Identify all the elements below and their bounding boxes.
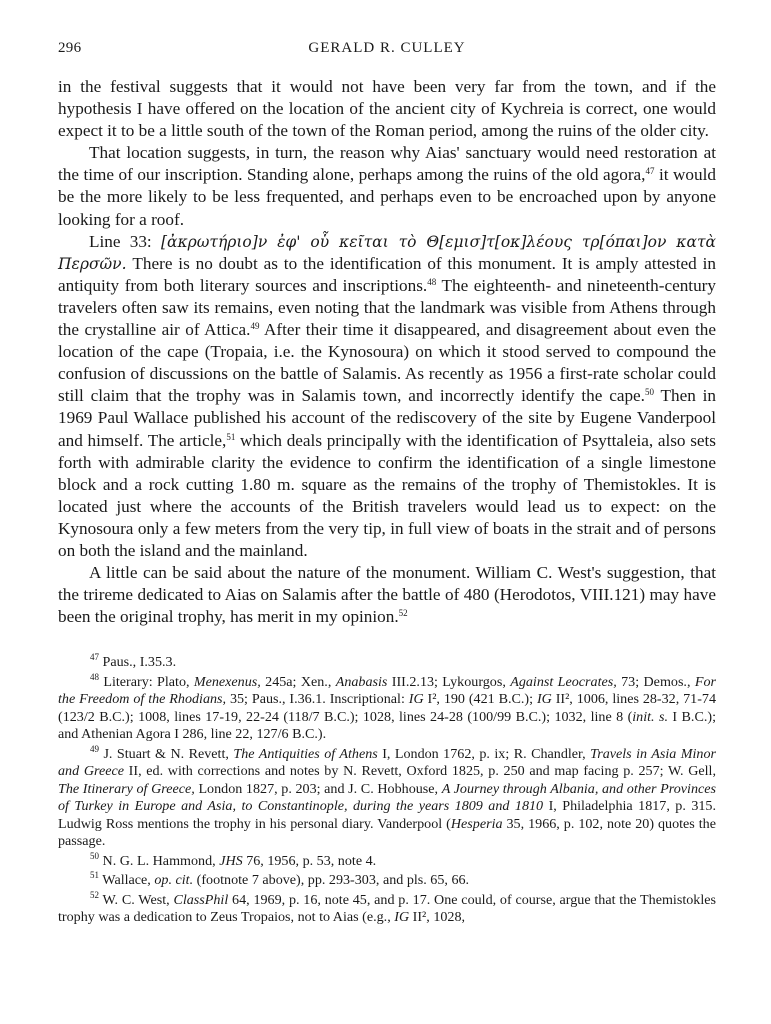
paragraph-4-text: A little can be said about the nature of the monument. William C. West's suggestion, that the trireme dedicated to Aias on Salamis after the battle of 480 (Herodotos, VIII.121) may have been the original trophy, has merit in my opinion. xyxy=(58,563,716,627)
footnote-text: W. C. West, xyxy=(99,891,174,908)
footnote-separator xyxy=(58,628,716,654)
footnote-title: IG xyxy=(536,691,552,708)
greek-inscription: [ἀκρωτήριο]ν ἐφ' οὗ κεῖται τὸ Θ[εμισ]τ[οκ]λέους τρ[όπαι]ον κατὰ Περσῶν. xyxy=(58,232,716,273)
footnote-ref-50[interactable]: 50 xyxy=(644,387,654,398)
footnote-text: I, London 1762, p. ix; R. Chandler, xyxy=(377,745,591,762)
footnote-52 xyxy=(58,889,716,927)
running-head: GERALD R. CULLEY xyxy=(308,40,466,56)
paragraph-3 xyxy=(58,231,716,562)
footnote-title: Travels in Asia Minor and Greece xyxy=(58,745,717,780)
footnote-ref-51[interactable]: 51 xyxy=(226,431,236,442)
body-text xyxy=(58,76,716,628)
footnote-number: 50 xyxy=(90,850,99,861)
footnote-title: ClassPhil xyxy=(173,891,229,908)
footnote-number: 48 xyxy=(90,671,99,682)
footnote-title: Menexenus, xyxy=(193,673,261,690)
footnote-title: A Journey through Albania, and other Provinces of Turkey in Europe and Asia, to Constantinople, during the years 1809 and 1810 xyxy=(58,780,716,815)
footnote-ref-47[interactable]: 47 xyxy=(645,166,655,177)
footnotes xyxy=(58,654,716,927)
footnote-ref-52[interactable]: 52 xyxy=(398,608,408,619)
footnote-51 xyxy=(58,872,716,890)
footnote-text: III.2.13; Lykourgos, xyxy=(387,673,511,690)
footnote-number: 49 xyxy=(90,743,99,754)
footnote-title: op. cit. xyxy=(154,872,194,889)
footnote-text: 35, 1966, p. 102, note 20) quotes the passage. xyxy=(58,815,716,850)
footnote-47 xyxy=(58,654,716,672)
footnote-title: IG xyxy=(408,691,424,708)
footnote-ref-49[interactable]: 49 xyxy=(250,321,260,332)
footnote-49 xyxy=(58,743,717,851)
footnote-number: 52 xyxy=(90,889,99,900)
footnote-text: 35; Paus., I.36.1. Inscriptional: xyxy=(226,691,409,708)
footnote-50 xyxy=(58,850,716,871)
footnote-text: I B.C.); and Athenian Agora I 286, line 22, 127/6 B.C.). xyxy=(58,708,716,743)
footnote-text: I², 190 (421 B.C.); xyxy=(423,691,537,708)
footnote-48 xyxy=(58,671,716,744)
footnote-title: For the Freedom of the Rhodians, xyxy=(58,673,716,708)
footnote-text: Wallace, xyxy=(99,872,155,889)
paragraph-2 xyxy=(58,142,716,230)
paragraph-3-text-cont: which deals principally with the identification of Psyttaleia, also sets forth with admirable clarity the evidence to confirm the identification of a single limestone block and a rock cutting 1.80 m. square as the remains of the trophy of Themistokles. It is located just where the accounts of the British travelers would lead us to expect: on the Kynosoura only a few meters from the very tip, in full view of boats in the strait and of persons on both the island and the mainland. xyxy=(58,430,716,560)
footnote-text: 73; Demos., xyxy=(616,673,695,690)
paragraph-3-text: There is no doubt as to the identification of this monument. It is amply attested in antiquity from both literary sources and inscriptions. xyxy=(58,253,716,295)
footnote-title: Hesperia xyxy=(450,815,503,832)
footnote-text: London 1827, p. 203; and J. C. Hobhouse, xyxy=(194,780,442,797)
footnote-number: 47 xyxy=(90,652,99,663)
footnote-text: I, Philadelphia 1817, p. 315. Ludwig Ross mentions the trophy in his personal diary. Vanderpool ( xyxy=(58,798,717,832)
footnote-text: II², 1006, lines 28-32, 71-74 (123/2 B.C.); 1008, lines 17-19, 22-24 (118/7 B.C.); 1028, lines 24-28 (100/99 B.C.); 1032, line 8 ( xyxy=(58,691,716,725)
footnote-text: II², 1028, xyxy=(409,909,466,926)
footnote-title: IG xyxy=(394,909,410,926)
paragraph-1 xyxy=(58,76,716,142)
paragraph-3-text-cont: The eighteenth- and nineteenth-century travelers often saw its remains, even noting that the landmark was visible from Athens through the crystalline air of Attica. xyxy=(58,275,716,340)
footnote-text: Paus., I.35.3. xyxy=(99,654,177,671)
paragraph-4 xyxy=(58,562,716,628)
footnote-text: II, ed. with corrections and notes by N. Revett, Oxford 1825, p. 250 and map facing p. 257; W. Gell, xyxy=(124,763,716,780)
footnote-text: 245a; Xen., xyxy=(260,673,336,690)
page-number: 296 xyxy=(58,40,82,56)
footnote-text: J. Stuart & N. Revett, xyxy=(99,745,234,762)
paragraph-1-text: in the festival suggests that it would not have been very far from the town, and if the hypothesis I have offered on the location of the ancient city of Kychreia is correct, one would expect it to be a little south of the town of the Roman period, among the ruins of the older city. xyxy=(58,77,716,141)
line-label: Line 33: xyxy=(89,231,161,251)
footnote-title: Against Leocrates, xyxy=(510,673,617,690)
footnote-text: 64, 1969, p. 16, note 45, and p. 17. One could, of course, argue that the Themistokles trophy was a dedication to Zeus Tropaios, not to Aias (e.g., xyxy=(58,891,716,926)
footnote-title: JHS xyxy=(219,852,243,869)
footnote-number: 51 xyxy=(90,870,99,881)
footnote-title: The Itinerary of Greece, xyxy=(58,780,195,797)
page-header xyxy=(58,40,716,66)
page xyxy=(58,40,716,929)
footnote-text: Literary: Plato, xyxy=(99,673,194,690)
paragraph-3-text-cont: Then in 1969 Paul Wallace published his account of the rediscovery of the site by Eugene Vanderpool and himself. The article, xyxy=(58,386,717,450)
footnote-title: The Antiquities of Athens xyxy=(233,745,378,762)
paragraph-2-text: That location suggests, in turn, the reason why Aias' sanctuary would need restoration at the time of our inscription. Standing alone, perhaps among the ruins of the old agora, xyxy=(58,143,716,185)
paragraph-2-text-cont: it would be the more likely to be less frequented, and perhaps even to be encroached upon by anyone looking for a roof. xyxy=(58,165,716,229)
footnote-title: init. s. xyxy=(632,708,669,725)
footnote-text: N. G. L. Hammond, xyxy=(99,852,220,869)
footnote-ref-48[interactable]: 48 xyxy=(427,276,437,287)
footnote-title: Anabasis xyxy=(335,673,388,690)
paragraph-3-text-cont: After their time it disappeared, and disagreement about even the location of the cape (Tropaia, i.e. the Kynosoura) on which it stood served to compound the confusion of discussions on the battle of Salamis. As recently as 1956 a first-rate scholar could still claim that the trophy was in Salamis town, and incorrectly identify the cape. xyxy=(58,320,716,406)
footnote-text: 76, 1956, p. 53, note 4. xyxy=(242,852,377,869)
footnote-text: (footnote 7 above), pp. 293-303, and pls. 65, 66. xyxy=(193,872,470,889)
